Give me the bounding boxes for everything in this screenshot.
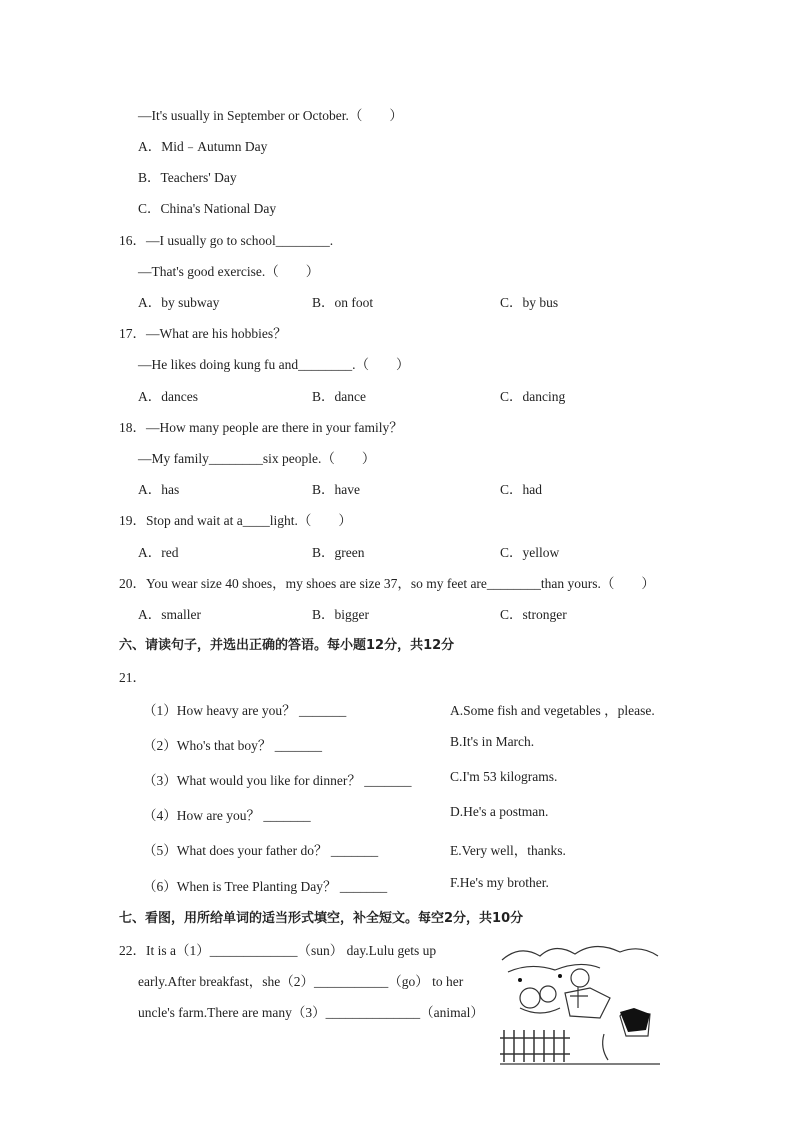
- q20-option-c: C．stronger: [500, 607, 567, 622]
- q22-line2: early.After breakfast，she（2）___________（go） to her: [138, 974, 464, 989]
- match-question-1: （1）How heavy are you？ _______: [143, 703, 347, 718]
- q16-option-b: B．on foot: [312, 295, 374, 310]
- q16-stem: 16．—I usually go to school________.: [119, 233, 334, 248]
- q15-option-c: C．China's National Day: [138, 201, 277, 216]
- q18-line2: —My family________six people.（ ）: [138, 451, 376, 466]
- match-answer-e: E.Very well，thanks.: [450, 843, 566, 858]
- match-answer-b: B.It's in March.: [450, 734, 535, 749]
- q22-line3: uncle's farm.There are many（3）______________（animal）: [138, 1005, 484, 1020]
- q17-option-b: B．dance: [312, 389, 366, 404]
- match-answer-a: A.Some fish and vegetables ，please.: [450, 703, 655, 718]
- q15-line2: —It's usually in September or October.（ ）: [138, 108, 403, 123]
- q15-option-a: A．Mid﹣Autumn Day: [138, 139, 268, 154]
- q19-option-c: C．yellow: [500, 545, 560, 560]
- q17-line2: —He likes doing kung fu and________.（ ）: [138, 357, 410, 372]
- match-answer-d: D.He's a postman.: [450, 804, 549, 819]
- q18-stem: 18．—How many people are there in your family？: [119, 420, 403, 435]
- match-question-2: （2）Who's that boy？ _______: [143, 738, 323, 753]
- match-question-6: （6）When is Tree Planting Day？ _______: [143, 879, 388, 894]
- q21-number: 21．: [119, 670, 146, 685]
- match-answer-f: F.He's my brother.: [450, 875, 549, 890]
- q17-option-a: A．dances: [138, 389, 198, 404]
- q20-option-a: A．smaller: [138, 607, 201, 622]
- farm-illustration: [500, 938, 660, 1066]
- section7-heading: 七、看图，用所给单词的适当形式填空，补全短文。每空2分，共10分: [119, 911, 524, 926]
- q18-option-c: C．had: [500, 482, 542, 497]
- q16-option-a: A．by subway: [138, 295, 220, 310]
- q15-option-b: B．Teachers' Day: [138, 170, 237, 185]
- q17-stem: 17．—What are his hobbies？: [119, 326, 287, 341]
- q20-stem: 20．You wear size 40 shoes，my shoes are size 37，so my feet are________than yours.（ ）: [119, 576, 655, 591]
- match-question-3: （3）What would you like for dinner？ _______: [143, 773, 412, 788]
- q18-option-a: A．has: [138, 482, 180, 497]
- q19-option-a: A．red: [138, 545, 179, 560]
- q17-option-c: C．dancing: [500, 389, 566, 404]
- q16-option-c: C．by bus: [500, 295, 559, 310]
- section6-heading: 六、请读句子，并选出正确的答语。每小题12分，共12分: [119, 638, 455, 653]
- match-answer-c: C.I'm 53 kilograms.: [450, 769, 558, 784]
- match-question-5: （5）What does your father do？ _______: [143, 843, 379, 858]
- q19-stem: 19．Stop and wait at a____light.（ ）: [119, 513, 352, 528]
- q22-line1: 22．It is a（1）_____________（sun） day.Lulu gets up: [119, 943, 437, 958]
- q19-option-b: B．green: [312, 545, 365, 560]
- q20-option-b: B．bigger: [312, 607, 369, 622]
- match-question-4: （4）How are you？ _______: [143, 808, 311, 823]
- q16-line2: —That's good exercise.（ ）: [138, 264, 320, 279]
- q18-option-b: B．have: [312, 482, 360, 497]
